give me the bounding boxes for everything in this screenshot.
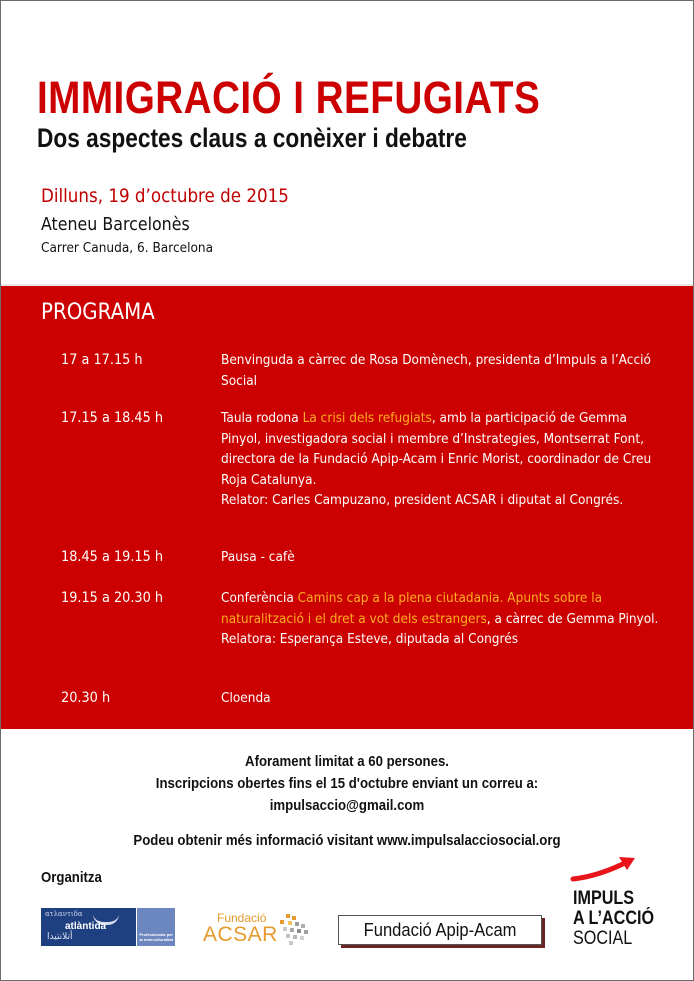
acsar-name: ACSAR — [203, 923, 278, 946]
description-text: Pausa - cafè — [221, 549, 295, 565]
arrow-icon — [569, 853, 641, 885]
program-time: 17 a 17.15 h — [61, 352, 143, 368]
more-info-text[interactable]: Podeu obtenir més informació visitant www.impulsalacciosocial.org — [133, 832, 561, 849]
poster-title: IMMIGRACIÓ I REFUGIATS — [37, 72, 541, 123]
atlantida-tagline: Professionals per la interculturalitat — [139, 932, 173, 942]
apip-acam-logo — [338, 915, 542, 945]
description-text: Conferència — [221, 590, 298, 606]
more-info — [1, 830, 693, 852]
registration-info — [1, 751, 693, 817]
atlantida-greek-text: ατλαντιδα — [45, 910, 83, 918]
description-text: Cloenda — [221, 690, 271, 706]
acsar-logo — [203, 909, 313, 949]
program-description — [221, 350, 662, 391]
capacity-text: Aforament limitat a 60 persones. — [245, 753, 449, 770]
description-text: , amb la participació de Gemma Pinyol, investigadora social i membre d’Instrategies, Montserrat Font, directora de la Fundació Apip-Acam i Enric Morist, coordinador de Creu Roja Catalunya. — [221, 410, 652, 488]
session-title-highlight: Camins cap a la plena ciutadania. Apunts sobre la naturalització i el dret a vot dels estrangers — [221, 590, 603, 627]
program-time: 19.15 a 20.30 h — [61, 590, 164, 606]
contact-email[interactable]: impulsaccio@gmail.com — [269, 797, 425, 814]
impuls-line2: A L’ACCIÓ — [573, 908, 655, 929]
program-time: 18.45 a 19.15 h — [61, 549, 164, 565]
atlantida-arabic-text: أتلانتيدا — [47, 932, 73, 942]
event-address: Carrer Canuda, 6. Barcelona — [41, 240, 214, 256]
impuls-line1: IMPULS — [573, 888, 635, 909]
atlantida-name: atlàntida — [65, 921, 107, 932]
description-text: Benvinguda a càrrec de Rosa Domènech, presidenta d’Impuls a l’Acció Social — [221, 352, 651, 389]
description-text: Taula rodona — [221, 410, 303, 426]
program-section — [1, 284, 693, 729]
program-description — [221, 408, 662, 511]
apip-acam-name: Fundació Apip-Acam — [363, 919, 517, 940]
pixel-dots-icon — [280, 914, 308, 942]
program-time: 17.15 a 18.45 h — [61, 410, 164, 426]
atlantida-logo — [41, 908, 175, 946]
program-note: Relatora: Esperança Esteve, diputada al Congrés — [221, 631, 519, 647]
poster-subtitle: Dos aspectes claus a conèixer i debatre — [37, 123, 467, 153]
event-venue: Ateneu Barcelonès — [41, 214, 190, 235]
impuls-line3: SOCIAL — [573, 928, 633, 949]
program-time: 20.30 h — [61, 690, 111, 706]
description-text: , a càrrec de Gemma Pinyol. — [486, 610, 659, 627]
organizers-label: Organitza — [41, 869, 102, 886]
program-note: Relator: Carles Campuzano, president ACSAR i diputat al Congrés. — [221, 492, 624, 508]
registration-text: Inscripcions obertes fins el 15 d'octubre enviant un correu a: — [155, 775, 539, 792]
program-description — [221, 588, 662, 650]
program-description — [221, 547, 662, 568]
impuls-logo — [569, 853, 679, 953]
program-title: PROGRAMA — [41, 300, 155, 325]
session-title-highlight: La crisi dels refugiats — [302, 410, 432, 426]
event-date: Dilluns, 19 d’octubre de 2015 — [41, 185, 289, 207]
acsar-fundacio: Fundació — [217, 911, 267, 925]
program-description — [221, 688, 662, 709]
